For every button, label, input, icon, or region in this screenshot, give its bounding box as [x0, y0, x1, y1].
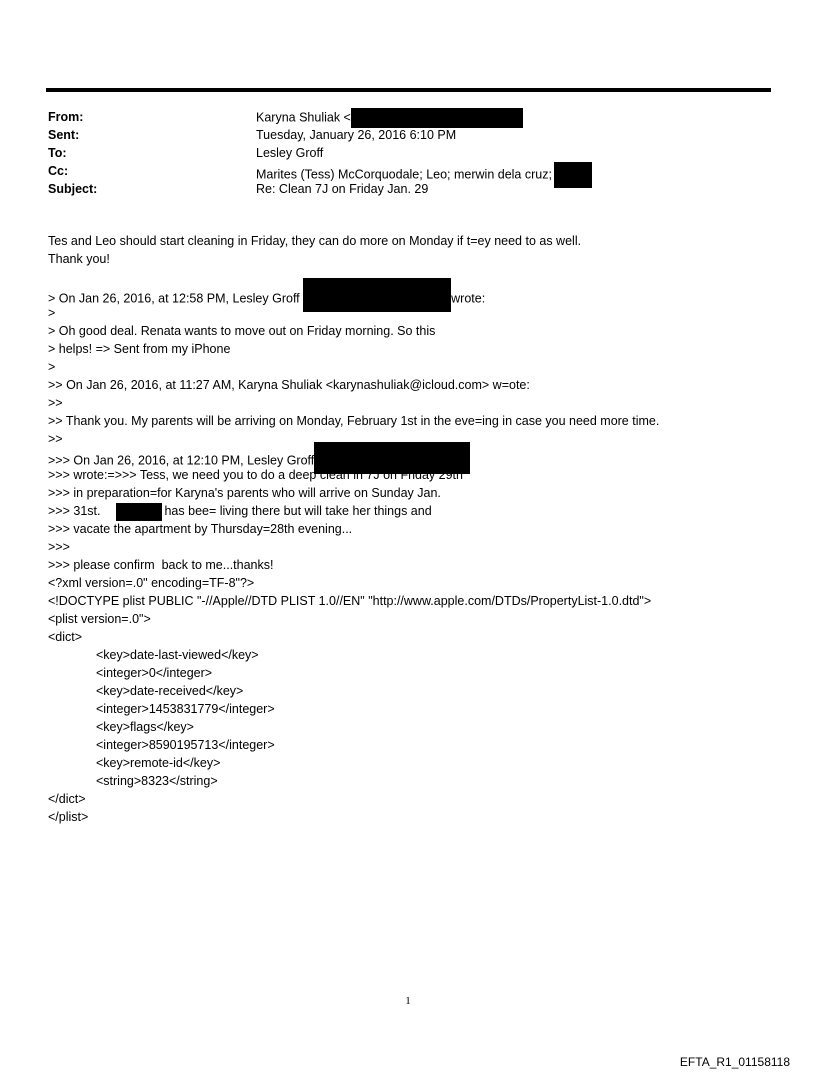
xml-line: <dict> [48, 630, 83, 644]
xml-line: <key>remote-id</key> [96, 756, 221, 770]
subject-row [48, 180, 748, 198]
quote-text: wrote: [451, 291, 486, 306]
xml-line: <integer>0</integer> [96, 666, 213, 680]
redaction-box [303, 278, 451, 312]
quote-line: >>> please confirm back to me...thanks! [48, 558, 274, 572]
xml-line: </dict> [48, 792, 86, 806]
body-line: Tes and Leo should start cleaning in Friday, they can do more on Monday if t=ey need to as well. [48, 234, 582, 248]
xml-line: <?xml version=.0" encoding=TF-8"?> [48, 576, 255, 590]
quote-line: >>> vacate the apartment by Thursday=28th evening... [48, 522, 353, 536]
quote-line: > [48, 360, 56, 374]
to-value: Lesley Groff [256, 146, 324, 160]
quote-line [48, 286, 768, 304]
quote-line: > [48, 306, 56, 320]
page-number: 1 [405, 995, 411, 1007]
quote-text: >>> 31st. [48, 504, 101, 518]
sent-value: Tuesday, January 26, 2016 6:10 PM [256, 128, 457, 142]
quote-line: >> Thank you. My parents will be arriving on Monday, February 1st in the eve=ing in case you need more time. [48, 414, 660, 428]
subject-label: Subject: [48, 182, 98, 196]
redaction-box [351, 108, 523, 128]
to-label: To: [48, 146, 67, 160]
quote-line: >> [48, 432, 63, 446]
from-value [256, 108, 523, 128]
email-header [48, 108, 748, 198]
body-line: Thank you! [48, 252, 110, 266]
xml-line: <!DOCTYPE plist PUBLIC "-//Apple//DTD PLIST 1.0//EN" "http://www.apple.com/DTDs/PropertyList-1.0.dtd"> [48, 594, 652, 608]
cc-names: Marites (Tess) McCorquodale; Leo; merwin dela cruz; [256, 167, 552, 182]
xml-line: <plist version=.0"> [48, 612, 151, 626]
xml-line: <key>date-last-viewed</key> [96, 648, 259, 662]
quote-text: has bee= living there but will take her things and [164, 504, 432, 518]
xml-line: <string>8323</string> [96, 774, 218, 788]
quote-text: >>> On Jan 26, 2016, at 12:10 PM, Lesley Groff [48, 453, 315, 468]
quote-line: >> [48, 396, 63, 410]
quote-line [48, 502, 768, 520]
quote-line: >>> in preparation=for Karyna's parents who will arrive on Sunday Jan. [48, 486, 441, 500]
subject-value: Re: Clean 7J on Friday Jan. 29 [256, 182, 429, 196]
quote-line: >>> [48, 540, 70, 554]
from-name: Karyna Shuliak < [256, 110, 351, 125]
xml-line: <integer>8590195713</integer> [96, 738, 275, 752]
quote-line [48, 448, 768, 466]
to-row [48, 144, 748, 162]
quote-line: >> On Jan 26, 2016, at 11:27 AM, Karyna Shuliak <karynashuliak@icloud.com> w=ote: [48, 378, 530, 392]
redaction-box [116, 503, 162, 521]
header-rule [46, 88, 771, 92]
quote-line: > helps! => Sent from my iPhone [48, 342, 231, 356]
xml-line: <key>date-received</key> [96, 684, 244, 698]
document-id: EFTA_R1_01158118 [679, 1055, 790, 1069]
cc-label: Cc: [48, 164, 69, 178]
from-label: From: [48, 110, 84, 124]
xml-line: <key>flags</key> [96, 720, 194, 734]
quote-line: >>> wrote:=>>> Tess, we need you to do a deep clean in 7J on Friday 29th [48, 468, 463, 482]
from-row [48, 108, 748, 126]
quote-text: > On Jan 26, 2016, at 12:58 PM, Lesley Groff [48, 291, 304, 306]
cc-row [48, 162, 748, 180]
email-body [48, 232, 768, 826]
quote-line: > Oh good deal. Renata wants to move out on Friday morning. So this [48, 324, 436, 338]
xml-line: </plist> [48, 810, 89, 824]
xml-line: <integer>1453831779</integer> [96, 702, 275, 716]
sent-label: Sent: [48, 128, 80, 142]
sent-row [48, 126, 748, 144]
